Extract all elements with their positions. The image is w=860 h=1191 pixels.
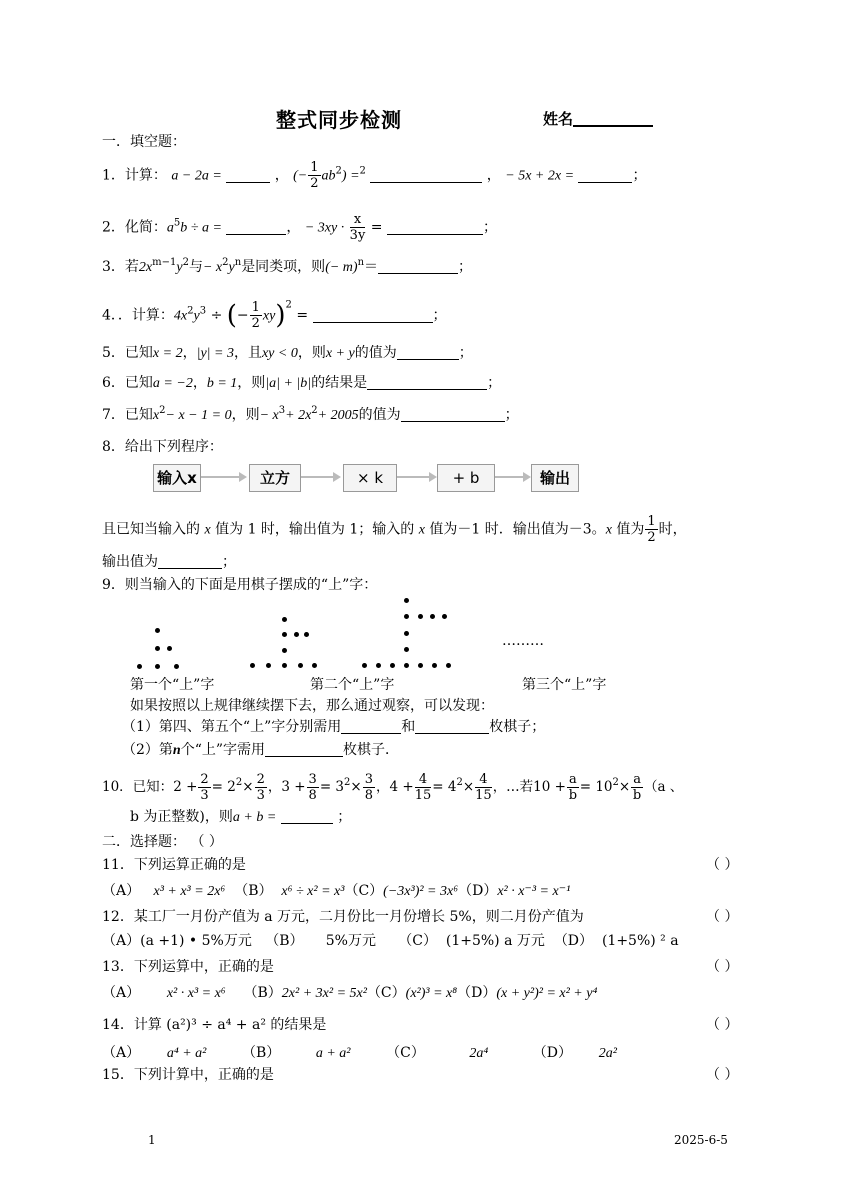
q10-line2b: a + b = (232, 810, 277, 825)
question-2: 2．化简：$a^5b \div a$ = ， − 3xy · $\frac{x}{3y}$ = ； (102, 212, 497, 243)
question-12: 12．某工厂一月份产值为 a 万元，二月份比一月份增长 5%，则二月份产值为 (102, 909, 584, 925)
q3-term-b: y (176, 260, 183, 275)
question-7: 7．已知$x^2- x - 1 = 0$，则− $x^3+ 2x^2+ 2005$的值为 ； (102, 405, 519, 423)
chess-piece (432, 663, 437, 668)
q5-text3: ，则 (297, 345, 326, 361)
q4-frac-num: 1 (251, 300, 260, 315)
q3-text: 是同类项，则 (241, 259, 326, 275)
q10-p3b: = 4 (432, 779, 457, 795)
section-multiple-choice: 二．选择题： （ ） (102, 834, 223, 850)
q12-option-d-expr: (1+5%) ² a (601, 933, 679, 949)
q2-sep: ， (286, 219, 301, 236)
q14-option-c[interactable]: （C） (386, 1045, 425, 1061)
q11-option-d[interactable]: （D） (458, 883, 498, 899)
q10-frac (255, 772, 267, 803)
chess-piece (174, 664, 179, 669)
q13-option-a-expr: x² · x³ = x⁶ (166, 986, 226, 1001)
q9-observation: 如果按照以上规律继续摆下去，那么通过观察，可以发现： (130, 698, 494, 714)
chess-piece (362, 663, 367, 668)
chess-piece (282, 632, 287, 637)
q12-option-b-expr: 5%万元 (325, 933, 376, 949)
q10-frac-den: b (568, 788, 578, 803)
chess-piece (446, 663, 451, 668)
q3-blank[interactable] (378, 259, 458, 274)
chess-piece (404, 647, 409, 652)
q2-frac-den: 3y (349, 228, 366, 243)
chess-piece (282, 617, 287, 622)
q2-blank-1[interactable] (226, 220, 286, 235)
q6-text2: ，则 (237, 375, 266, 391)
q10-p1a: 2 + (173, 779, 198, 795)
q9-blank-2[interactable] (415, 719, 489, 734)
q4-fraction (250, 300, 262, 331)
q10-frac (415, 772, 432, 803)
q2-number: 2．化简： (102, 219, 167, 236)
q8-output-line (102, 553, 236, 571)
question-13: 13．下列运算中，正确的是 (102, 959, 274, 975)
chess-piece (404, 614, 409, 619)
q8-line2c: 值为－1 时．输出值为－3。 (429, 521, 606, 538)
q10-p2c: × (350, 779, 362, 795)
q4-term-1: 4x (173, 308, 188, 324)
q7-e2c: + 2005 (317, 408, 359, 423)
q7-blank[interactable] (401, 407, 505, 422)
q8-condition-line: 且已知当输入的 x 值为 1 时，输出值为 1；输入的 x 值为－1 时．输出值为－3。x 值为 $\frac{1}{2}$ 时， (102, 514, 687, 545)
q8-line3: 输出值为 (102, 554, 158, 570)
q10-line2c: ； (337, 809, 352, 825)
flow-add-box: + b (437, 464, 495, 492)
chess-piece (390, 663, 395, 668)
pattern-ellipsis: ……… (502, 633, 544, 649)
program-flowchart (153, 464, 583, 494)
flow-arrow-icon (495, 476, 529, 478)
q12-option-d[interactable]: （D） (553, 933, 594, 949)
chess-piece (404, 631, 409, 636)
q8-line2d: 值为 (616, 521, 645, 538)
q7-e1: x (152, 408, 160, 423)
q10-frac (475, 772, 492, 803)
q7-e2: − x (259, 408, 279, 423)
q10-p1b: = 2 (211, 779, 236, 795)
q10-p1c: × (242, 779, 254, 795)
q7-e1b: − x − 1 = 0 (165, 408, 232, 423)
question-10: 10．已知：2 + $\frac{2}{3}$ = $2^2\times$ $\frac{2}{3}$ ，3 + $\frac{3}{8}$ = $3^2\times$ $\frac{3}{8}$ ，4 + $\frac{4}{15}$ = $4^2\times$ $\frac{4}{15}$ ，…若10 + $\frac{a}{b}$ = $10^2\times$ $\frac{a}{b}$ （a 、 (102, 772, 684, 803)
question-3: 3．若$2x^{m-1}y^2$与− $x^2y^n$是同类项，则(− m)$^n$＝ ； (102, 257, 473, 275)
q9-sub2a: （2）第 (122, 742, 173, 758)
q5-y: |y| = 3 (196, 346, 234, 361)
q9-n: n (172, 743, 181, 758)
q1-expr1: a − 2a = (171, 168, 222, 184)
q2-end: ； (482, 219, 497, 236)
q1-frac-den: 2 (310, 176, 319, 191)
q6-text1: 6．已知 (102, 375, 153, 391)
chess-piece (294, 632, 299, 637)
q4-blank[interactable] (313, 308, 433, 323)
q10-frac-den: 15 (475, 788, 492, 803)
q1-expr2c: ) = (341, 168, 360, 184)
q1-number: 1．计算： (102, 167, 167, 184)
q10-frac (363, 772, 375, 803)
q12-option-a[interactable]: （A）(a +1) • 5%万元 (102, 933, 252, 949)
q13-option-b[interactable]: （B） (243, 985, 282, 1001)
q2-expr2: − 3xy · (304, 220, 345, 236)
q10-frac-num: 4 (415, 772, 432, 788)
q13-option-d[interactable]: （D） (457, 985, 497, 1001)
flow-multiply-box: × k (343, 464, 397, 492)
q1-fraction (308, 160, 320, 191)
q1-blank-3[interactable] (578, 168, 632, 183)
q13-option-d-expr: (x + y²)² = x² + y⁴ (496, 986, 598, 1001)
q9-blank-1[interactable] (341, 719, 401, 734)
q14-option-a[interactable]: （A） (102, 1045, 141, 1061)
q9-sub-2 (122, 741, 399, 760)
q10-frac-den: 3 (200, 788, 209, 803)
question-8: 8．给出下列程序： (102, 439, 223, 455)
q10-frac (307, 772, 319, 803)
q4-frac-den: 2 (251, 316, 260, 331)
q1-blank-1[interactable] (226, 168, 270, 183)
q10-frac (198, 772, 210, 803)
q9-sub1a: （1）第四、第五个“上”字分别需用 (122, 719, 342, 735)
q9-blank-3[interactable] (265, 742, 343, 757)
chess-piece (155, 628, 160, 633)
q8-blank[interactable] (158, 554, 222, 569)
chess-piece (155, 664, 160, 669)
q14-option-b[interactable]: （B） (241, 1045, 281, 1061)
q3-term-d: − x (202, 260, 223, 275)
caption-3: 第三个“上”字 (522, 677, 607, 693)
chess-piece (418, 663, 423, 668)
q6-blank[interactable] (367, 375, 487, 390)
q13-option-b-expr: 2x² + 3x² = 5x² (281, 986, 367, 1001)
chess-piece (282, 648, 287, 653)
q10-frac (567, 772, 579, 803)
q1-expr2b: ab (321, 168, 336, 184)
q7-text1: 7．已知 (102, 407, 153, 423)
q10-frac-num: 3 (364, 772, 373, 787)
q10-p3c: × (462, 779, 475, 795)
q10-line-2 (130, 808, 351, 827)
caption-2: 第二个“上”字 (310, 677, 395, 693)
chess-piece (418, 614, 423, 619)
q2-frac-num: x (350, 212, 366, 228)
question-9: 9．则当输入的下面是用棋子摆成的“上”字： (102, 577, 378, 593)
q4-end: ； (432, 307, 447, 324)
q13-option-c-expr: (x²)³ = x⁸ (405, 986, 458, 1001)
q7-text2: ，则 (231, 407, 260, 423)
q3-end: ； (458, 259, 473, 275)
caption-1: 第一个“上”字 (130, 677, 215, 693)
q12-option-c-expr: (1+5%) a 万元 (445, 933, 545, 949)
q12-options (102, 932, 679, 950)
q6-a: a = −2 (152, 376, 193, 391)
q9-sub-1 (122, 718, 545, 736)
q4-term-3: xy (262, 308, 276, 324)
q11-option-a-expr: x³ + x³ = 2x⁶ (153, 884, 226, 899)
q14-option-d-expr: 2a² (598, 1046, 617, 1061)
question-11: 11．下列运算正确的是 (102, 857, 246, 873)
q14-options (102, 1044, 617, 1063)
q14-answer-bracket[interactable]: （ ） (706, 1017, 739, 1033)
q5-blank[interactable] (397, 345, 459, 360)
name-blank[interactable] (573, 110, 653, 127)
q6-sep: ， (192, 375, 207, 391)
q8-end: ； (222, 554, 236, 570)
chess-piece (404, 598, 409, 603)
q10-frac-den: 8 (308, 788, 317, 803)
chess-piece (167, 646, 172, 651)
flow-arrow-icon (201, 476, 245, 478)
question-1: 1．计算： a − 2a = ， (− $\frac{1}{2}$ $ab^2) =^2$ ， − 5x + 2x = ； (102, 160, 647, 191)
q2-fraction (350, 212, 366, 243)
q1-frac-num: 1 (310, 160, 319, 175)
q5-end: ； (458, 345, 473, 361)
q4-eq: = (296, 307, 309, 324)
q1-sep1: ， (274, 167, 289, 184)
chess-piece (155, 646, 160, 651)
q4-number: 4．．计算： (102, 307, 174, 324)
q7-end: ； (504, 407, 519, 423)
q5-condition: xy < 0 (261, 346, 298, 361)
question-6 (102, 374, 501, 393)
q8-frac-den: 2 (647, 530, 656, 545)
q1-expr3: − 5x + 2x = (505, 168, 575, 184)
q9-sub2b: 个“上”字需用 (180, 742, 266, 758)
name-field (543, 108, 653, 129)
q5-x: x = 2 (152, 346, 183, 361)
q10-frac-num: 2 (256, 772, 265, 787)
question-5 (102, 344, 473, 363)
q10-p2a: ，3 + (267, 779, 306, 795)
q11-option-d-expr: x² · x⁻³ = x⁻¹ (497, 884, 571, 899)
chess-piece (430, 614, 435, 619)
q10-p4a: ，…若10 + (492, 779, 566, 795)
q3-eq: ＝ (364, 259, 379, 275)
q10-frac (631, 772, 643, 803)
q6-b: b = 1 (206, 376, 238, 391)
q11-option-b-expr: x⁶ ÷ x² = x³ (281, 884, 345, 899)
q2-blank-2[interactable] (387, 220, 483, 235)
q11-option-c-expr: (−3x³)² = 3x⁶ (383, 884, 459, 899)
flow-cube-box: 立方 (249, 464, 301, 492)
q6-text3: 的结果是 (311, 375, 368, 391)
section-fill-in: 一．填空题： (102, 134, 186, 150)
question-14: 14．计算 (a²)³ ÷ a⁴ + a² 的结果是 (102, 1017, 327, 1033)
q3-term-e: y (228, 260, 235, 275)
name-label: 姓名 (543, 110, 574, 128)
q9-sub2c: 枚棋子． (343, 742, 400, 758)
question-4: 4．．计算：$4x^2y^3$ ÷ (− $\frac{1}{2}$ xy)$^2$ = ； (102, 299, 447, 331)
q5-sum: x + y (325, 346, 355, 361)
q3-term-a: 2x (138, 260, 153, 275)
chess-piece (298, 663, 303, 668)
chess-piece (376, 663, 381, 668)
q4-divide: ÷ (210, 307, 223, 324)
q10-frac-num: a (568, 772, 577, 787)
q2-expr1: b ÷ a = (180, 220, 222, 236)
q10-frac-num: 2 (200, 772, 209, 787)
q7-text3: 的值为 (358, 407, 401, 423)
q10-frac-den: b (632, 788, 642, 803)
q10-frac-num: 4 (475, 772, 492, 788)
q13-option-a[interactable]: （A） (102, 985, 141, 1001)
q10-number: 10．已知： (102, 779, 174, 795)
q10-p2b: = 3 (319, 779, 345, 795)
question-15: 15．下列计算中，正确的是 (102, 1067, 274, 1083)
chess-piece (404, 663, 409, 668)
q14-option-b-expr: a + a² (315, 1046, 351, 1061)
q10-blank[interactable] (281, 809, 333, 824)
q10-p3a: ，4 + (376, 779, 414, 795)
q10-p4d: （a 、 (643, 779, 684, 795)
q8-frac-num: 1 (647, 514, 656, 529)
chess-piece (266, 663, 271, 668)
q3-term-g: (− m) (325, 260, 358, 275)
chess-piece (282, 663, 287, 668)
q8-line2a: 且已知当输入的 (102, 521, 200, 538)
q4-term-2: y (193, 308, 200, 324)
q14-option-a-expr: a⁴ + a² (166, 1046, 207, 1061)
q10-p4c: × (618, 779, 631, 795)
q10-frac-den: 15 (414, 788, 432, 803)
q3-number: 3．若 (102, 259, 139, 275)
q9-sub1c: 枚棋子； (489, 719, 546, 735)
q1-blank-2[interactable] (370, 168, 482, 183)
flow-output-box: 输出 (531, 464, 579, 492)
q15-answer-bracket[interactable]: （ ） (706, 1067, 739, 1083)
q10-frac-den: 8 (364, 788, 373, 803)
q12-option-b[interactable]: （B） (265, 933, 304, 949)
q12-option-c[interactable]: （C） (398, 933, 437, 949)
chess-piece (442, 614, 447, 619)
q14-option-d[interactable]: （D） (532, 1045, 572, 1061)
q10-frac-den: 3 (256, 788, 265, 803)
q13-options (102, 984, 597, 1003)
flow-input-box: 输入x (153, 464, 201, 492)
q11-options (102, 882, 570, 901)
q8-line2e: 时， (658, 521, 687, 538)
flow-arrow-icon (397, 476, 435, 478)
q7-e2b: + 2x (285, 408, 312, 423)
q14-option-c-expr: 2a⁴ (469, 1046, 489, 1061)
q10-line2a: b 为正整数)，则 (130, 809, 233, 825)
q13-option-c[interactable]: （C） (366, 985, 406, 1001)
q1-sep2: ， (486, 167, 501, 184)
q13-answer-bracket[interactable]: （ ） (706, 959, 739, 975)
chess-piece (137, 664, 142, 669)
q11-answer-bracket[interactable]: （ ） (706, 857, 739, 873)
page-number: 1 (148, 1133, 156, 1147)
q8-fraction (645, 514, 657, 545)
q11-option-c[interactable]: （C） (344, 883, 384, 899)
chess-piece (304, 632, 309, 637)
q5-text2: ，且 (233, 345, 262, 361)
flow-arrow-icon (301, 476, 339, 478)
q10-frac-num: a (633, 772, 641, 787)
q1-expr2a: (− (293, 168, 308, 184)
q1-end: ； (632, 167, 647, 184)
q5-sep: ， (182, 345, 197, 361)
q12-answer-bracket[interactable]: （ ） (706, 909, 739, 925)
q11-option-a[interactable]: （A） (102, 883, 141, 899)
q10-frac-num: 3 (308, 772, 317, 787)
page-title: 整式同步检测 (276, 108, 402, 132)
q3-and: 与 (188, 259, 203, 275)
q6-abs: |a| + |b| (265, 376, 312, 391)
q5-text4: 的值为 (354, 345, 397, 361)
q5-text1: 5．已知 (102, 345, 153, 361)
footer-date: 2025-6-5 (674, 1133, 728, 1147)
q6-end: ； (487, 375, 502, 391)
chess-piece (312, 663, 317, 668)
q8-line2b: 值为 1 时，输出值为 1；输入的 (215, 521, 415, 538)
chess-piece (250, 663, 255, 668)
q11-option-b[interactable]: （B） (234, 883, 273, 899)
q10-p4b: = 10 (579, 779, 613, 795)
q9-sub1b: 和 (401, 719, 416, 735)
